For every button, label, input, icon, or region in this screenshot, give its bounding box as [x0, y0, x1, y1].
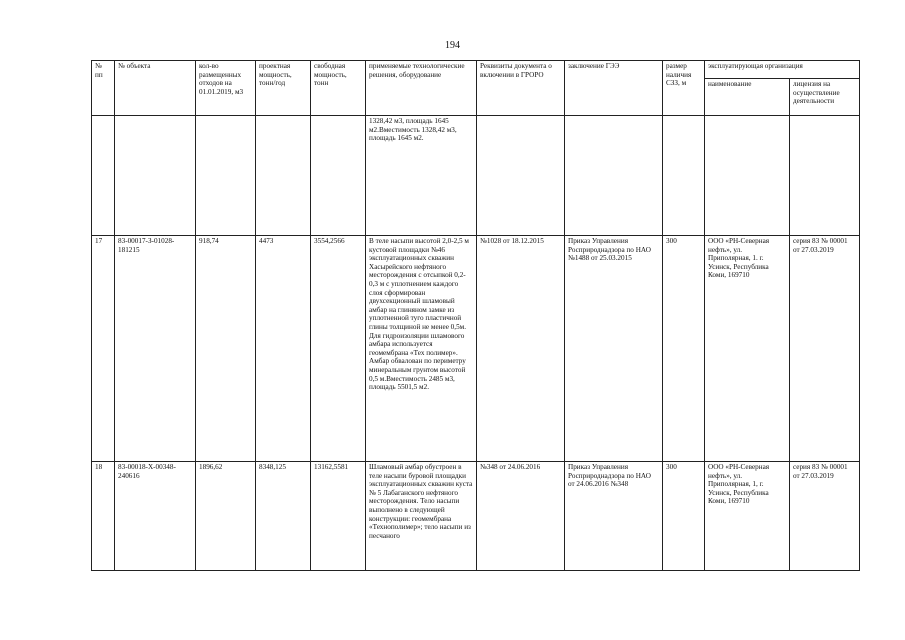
cell-design-capacity [256, 116, 311, 236]
table-row [92, 236, 860, 462]
cell-gee: Приказ Управления Росприроднадзора по НАО от 24.06.2016 №348 [565, 462, 663, 571]
cell-num: 17 [92, 236, 115, 462]
header-free-capacity: свободная мощность, тонн [311, 61, 366, 116]
header-object-no: № объекта [115, 61, 196, 116]
header-szz: размер наличия СЗЗ, м [663, 61, 705, 116]
cell-gee: Приказ Управления Росприроднадзора по НАО №1488 от 25.03.2015 [565, 236, 663, 462]
cell-object-no [115, 116, 196, 236]
table-row [92, 462, 860, 571]
header-row [92, 61, 860, 79]
cell-technology: В теле насыпи высотой 2,0-2,5 м кустовой площадки №46 эксплуатационных скважин Хасырейского нефтяного месторождения с отсыпкой 0,2-0,3 м с уплотнением каждого слоя сформирован двухсекционный шламовый амбар на глиняном замке из уплотненной туго пластичной глины толщиной не менее 0,5м. Для гидроизоляции шламового амбара используется геомембрана «Тех полимер». Амбар обвалован по периметру минеральным грунтом высотой 0,5 м.Вместимость 2485 м3, площадь 5501,5 м2. [366, 236, 477, 462]
header-technology: применяемые технологические решения, оборудование [366, 61, 477, 116]
header-operator: эксплуатирующая организация [705, 61, 860, 79]
cell-szz [663, 116, 705, 236]
header-operator-name: наименование [705, 79, 790, 116]
cell-operator-name: ООО «РН-Северная нефть», ул. Приполярная, 1. г. Усинск, Республика Коми, 169710 [705, 236, 790, 462]
cell-license: серия 83 № 00001 от 27.03.2019 [790, 236, 860, 462]
header-license: лицензия на осуществление деятельности [790, 79, 860, 116]
cell-operator-name [705, 116, 790, 236]
cell-szz: 300 [663, 462, 705, 571]
cell-license: серия 83 № 00001 от 27.03.2019 [790, 462, 860, 571]
cell-object-no: 83-00017-З-01028-181215 [115, 236, 196, 462]
header-gee: заключение ГЭЭ [565, 61, 663, 116]
cell-technology: 1328,42 м3, площадь 1645 м2.Вместимость 1328,42 м3, площадь 1645 м2. [366, 116, 477, 236]
page-number: 194 [445, 40, 460, 51]
cell-object-no: 83-00018-Х-00348-240616 [115, 462, 196, 571]
cell-gee [565, 116, 663, 236]
header-registry-docs: Реквизиты документа о включении в ГРОРО [477, 61, 565, 116]
cell-license [790, 116, 860, 236]
cell-waste-amount: 1896,62 [196, 462, 256, 571]
cell-registry-docs: №348 от 24.06.2016 [477, 462, 565, 571]
cell-registry-docs: №1028 от 18.12.2015 [477, 236, 565, 462]
cell-free-capacity: 13162,5581 [311, 462, 366, 571]
header-num: № пп [92, 61, 115, 116]
cell-free-capacity [311, 116, 366, 236]
cell-szz: 300 [663, 236, 705, 462]
cell-num [92, 116, 115, 236]
cell-num: 18 [92, 462, 115, 571]
cell-registry-docs [477, 116, 565, 236]
cell-free-capacity: 3554,2566 [311, 236, 366, 462]
header-design-capacity: проектная мощность, тонн/год [256, 61, 311, 116]
table-row [92, 116, 860, 236]
cell-operator-name: ООО «РН-Северная нефть», ул. Приполярная, 1, г. Усинск, Республика Коми, 169710 [705, 462, 790, 571]
cell-waste-amount: 918,74 [196, 236, 256, 462]
cell-design-capacity: 4473 [256, 236, 311, 462]
registry-table [91, 60, 860, 571]
cell-technology: Шламовый амбар обустроен в теле насыпи буровой площадки эксплуатационных скважин куста № 5 Лабаганского нефтяного месторождения. Тело насыпи выполнено в следующей конструкции: геомембрана «Технополимер»; тело насыпи из песчаного [366, 462, 477, 571]
cell-waste-amount [196, 116, 256, 236]
cell-design-capacity: 8348,125 [256, 462, 311, 571]
header-waste-amount: кол-во размещенных отходов на 01.01.2019, м3 [196, 61, 256, 116]
